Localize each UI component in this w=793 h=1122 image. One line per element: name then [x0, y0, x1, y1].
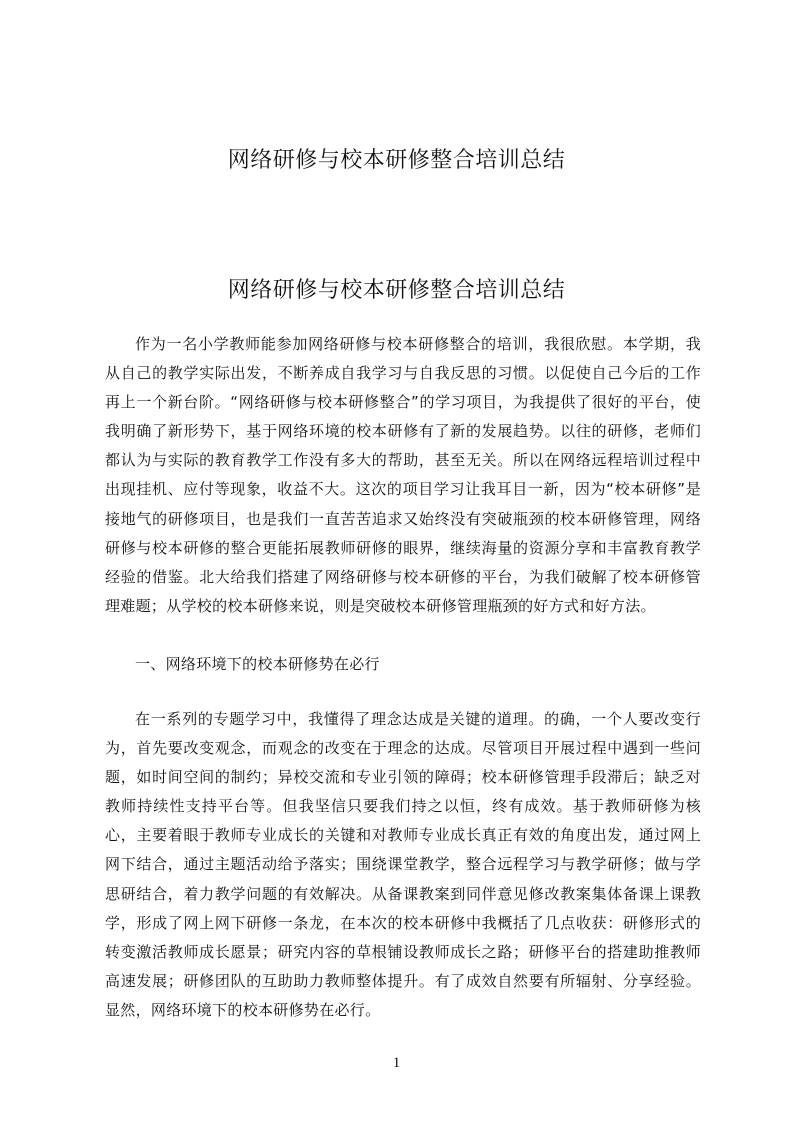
section-heading: 一、网络环境下的校本研修势在必行: [135, 655, 380, 673]
cover-title: 网络研修与校本研修整合培训总结: [227, 148, 566, 173]
section-paragraph: 在一系列的专题学习中，我懂得了理念达成是关键的道理。的确，一个人要改变行为，首先要改变观念，而观念的改变在于理念的达成。尽管项目开展过程中遇到一些问题，如时间空间的制约；异校交流和专业引领的障碍；校本研修管理手段滞后；缺乏对教师持续性支持平台等。但我坚信只要我们持之以恒，终有成效。基于教师研修为核心，主要着眼于教师专业成长的关键和对教师专业成长真正有效的角度出发，通过网上网下结合，通过主题活动给予落实；围绕课堂教学，整合远程学习与教学研修；做与学思研结合，着力教学问题的有效解决。从备课教案到同伴意见修改教案集体备课上课教学，形成了网上网下研修一条龙，在本次的校本研修中我概括了几点收获：研修形式的转变激活教师成长愿景；研究内容的草根铺设教师成长之路；研修平台的搭建助推教师高速发展；研修团队的互助助力教师整体提升。有了成效自然要有所辐射、分享经验。显然，网络环境下的校本研修势在必行。: [105, 710, 701, 1019]
page-number: 1: [392, 1055, 401, 1071]
main-title: 网络研修与校本研修整合培训总结: [227, 278, 566, 303]
intro-paragraph: 作为一名小学教师能参加网络研修与校本研修整合的培训，我很欣慰。本学期，我从自己的教学实际出发，不断养成自我学习与自我反思的习惯。以促使自己今后的工作再上一个新台阶。“网络研修与校本研修整合”的学习项目，为我提供了很好的平台，使我明确了新形势下，基于网络环境的校本研修有了新的发展趋势。以往的研修，老师们都认为与实际的教育教学工作没有多大的帮助，甚至无关。所以在网络远程培训过程中出现挂机、应付等现象，收益不大。这次的项目学习让我耳目一新，因为“校本研修”是接地气的研修项目，也是我们一直苦苦追求又始终没有突破瓶颈的校本研修管理，网络研修与校本研修的整合更能拓展教师研修的眼界，继续海量的资源分享和丰富教育教学经验的借鉴。北大给我们搭建了网络研修与校本研修的平台，为我们破解了校本研修管理难题；从学校的校本研修来说，则是突破校本研修管理瓶颈的好方式和好方法。: [105, 335, 701, 615]
